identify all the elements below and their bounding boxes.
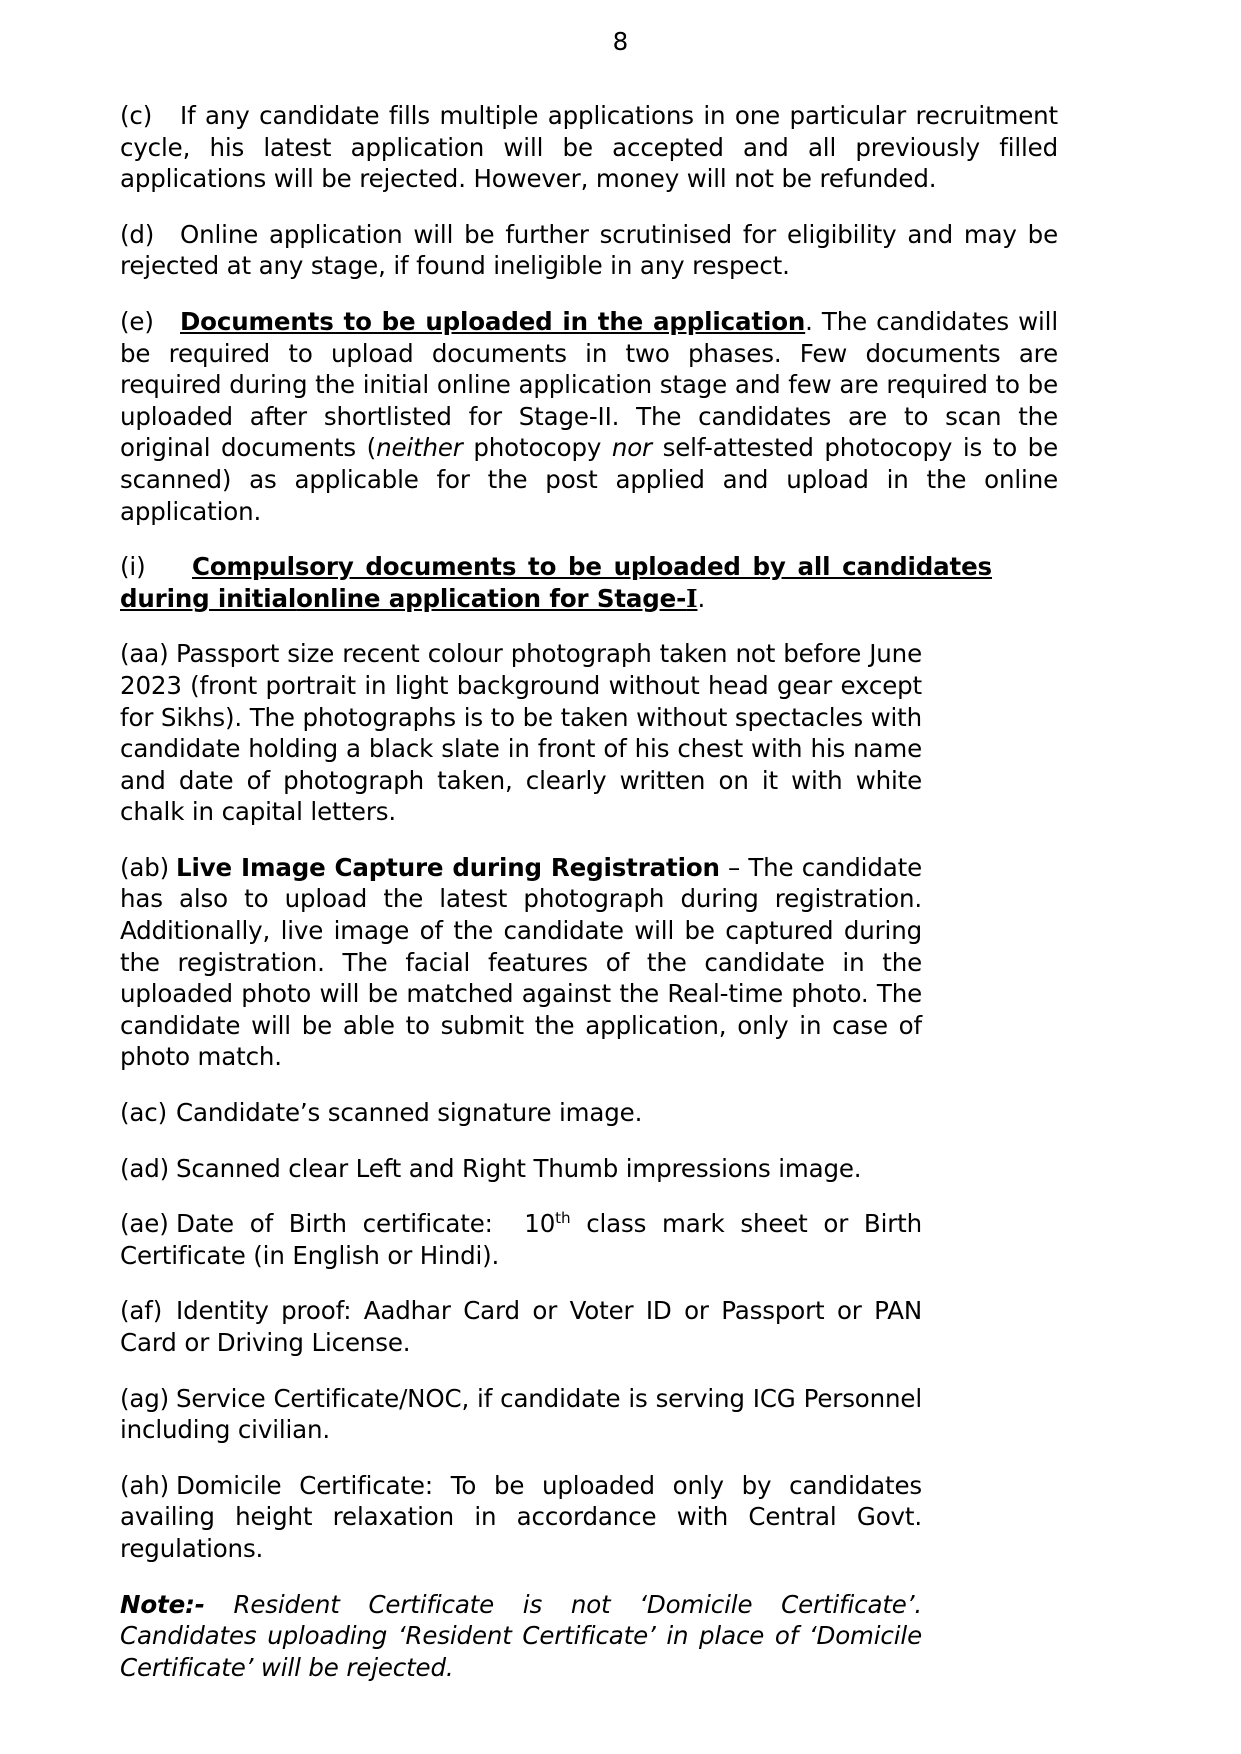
paragraph-af (120, 1295, 922, 1358)
paragraph-ae-text-2: class mark sheet or Birth Certificate (in English or Hindi). (120, 1209, 922, 1270)
page-number: 8 (612, 27, 629, 56)
paragraph-e-text-1: . The candidates will be required to upload documents in two phases. Few documents are required during the initial online application stage and few are required to be uploaded after shortlisted for Stage-II. The candidates are to scan the original documents ( (120, 306, 1058, 463)
paragraph-ad-label: (ad) (120, 1153, 170, 1183)
paragraph-e-text-3: self-attested photocopy is to be scanned) as applicable for the post applied and upload in the online application. (120, 433, 1058, 526)
paragraph-e (120, 306, 1058, 527)
paragraph-ab-heading: Live Image Capture during Registration (176, 852, 720, 882)
paragraph-af-text: Identity proof: Aadhar Card or Voter ID or Passport or PAN Card or Driving License. (120, 1296, 922, 1357)
paragraph-ae (120, 1208, 922, 1271)
paragraph-i-heading-period: . (697, 583, 706, 613)
paragraph-i (120, 551, 992, 614)
paragraph-c-label: (c) (120, 101, 153, 130)
paragraph-ah (120, 1470, 922, 1565)
paragraph-e-italic-nor: nor (611, 433, 652, 463)
paragraph-d-text: Online application will be further scrutinised for eligibility and may be rejected at any stage, if found ineligible in any respect. (120, 219, 1058, 281)
paragraph-c-text: If any candidate fills multiple applications in one particular recruitment cycle, his latest application will be accepted and all previously filled applications will be rejected. However, money will not be refunded. (120, 101, 1058, 194)
paragraph-ah-label: (ah) (120, 1470, 170, 1500)
paragraph-i-heading-line2: online application for Stage- (296, 583, 687, 613)
paragraph-ad (120, 1153, 922, 1185)
paragraph-e-label: (e) (120, 306, 154, 336)
paragraph-note (120, 1589, 922, 1684)
page-content (120, 100, 1058, 1683)
paragraph-ag-label: (ag) (120, 1383, 170, 1413)
paragraph-ad-text: Scanned clear Left and Right Thumb impressions image. (176, 1153, 862, 1183)
paragraph-d-label: (d) (120, 219, 155, 249)
paragraph-i-heading-roman: I (686, 583, 698, 613)
paragraph-ac-label: (ac) (120, 1098, 168, 1128)
paragraph-e-text-2: photocopy (462, 433, 612, 463)
paragraph-d (120, 219, 1058, 282)
paragraph-ac-text: Candidate’s scanned signature image. (176, 1098, 643, 1128)
paragraph-i-label: (i) (120, 552, 146, 582)
paragraph-ab (120, 852, 922, 1073)
paragraph-ae-superscript: th (555, 1209, 571, 1228)
paragraph-af-label: (af) (120, 1296, 163, 1326)
paragraph-aa (120, 638, 922, 828)
paragraph-c (120, 100, 1058, 195)
paragraph-ae-text-1: Date of Birth certificate: 10 (176, 1209, 556, 1239)
note-label: Note:- (120, 1589, 205, 1619)
paragraph-i-heading-line1: Compulsory documents to be uploaded by all candidates during initial (120, 552, 992, 613)
paragraph-ac (120, 1097, 922, 1129)
paragraph-aa-text: Passport size recent colour photograph taken not before June 2023 (front portrait in light background without head gear except for Sikhs). The photographs is to be taken without spectacles with candidate holding a black slate in front of his chest with his name and date of photograph taken, clearly written on it with white chalk in capital letters. (120, 639, 922, 827)
paragraph-ab-label: (ab) (120, 852, 170, 882)
paragraph-e-italic-neither: neither (376, 433, 463, 463)
paragraph-ag (120, 1383, 922, 1446)
paragraph-ah-text: Domicile Certificate: To be uploaded only by candidates availing height relaxation in accordance with Central Govt. regulations. (120, 1470, 922, 1563)
paragraph-ae-label: (ae) (120, 1209, 169, 1239)
paragraph-ab-text: – The candidate has also to upload the latest photograph during registration. Additionally, live image of the candidate will be captured during the registration. The facial features of the candidate in the uploaded photo will be matched against the Real-time photo. The candidate will be able to submit the application, only in case of photo match. (120, 852, 922, 1072)
paragraph-ag-text: Service Certificate/NOC, if candidate is serving ICG Personnel including civilian. (120, 1383, 922, 1445)
paragraph-e-heading: Documents to be uploaded in the application (180, 306, 806, 336)
note-text: Resident Certificate is not ‘Domicile Certificate’. Candidates uploading ‘Resident Certificate’ in place of ‘Domicile Certificate’ will be rejected. (120, 1589, 922, 1682)
paragraph-aa-label: (aa) (120, 639, 169, 669)
